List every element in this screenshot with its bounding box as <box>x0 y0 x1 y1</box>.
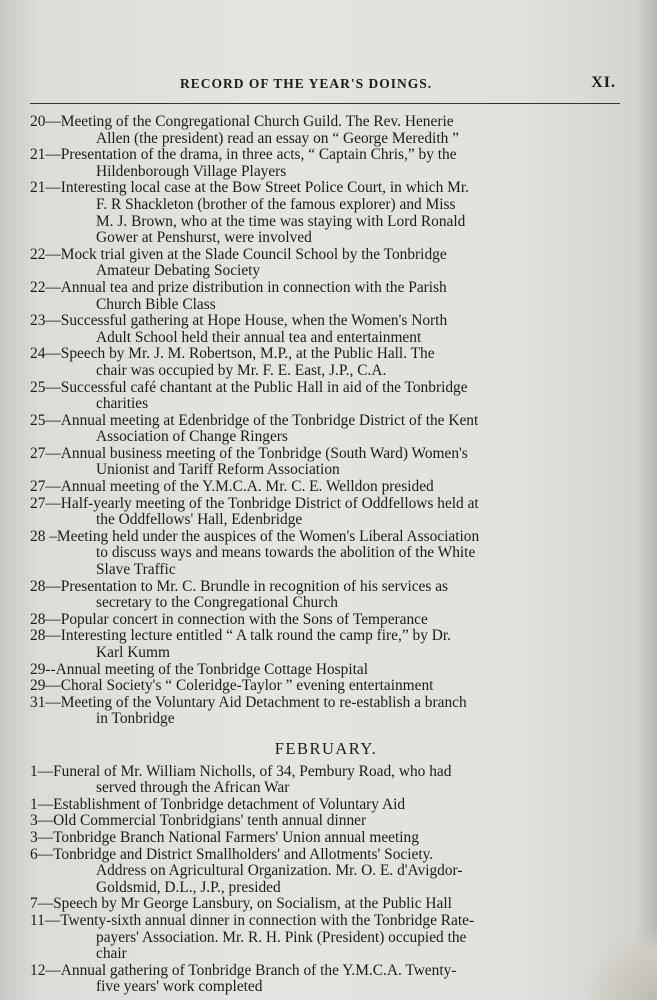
entry-first-line: 21—Presentation of the drama, in three acts, “ Captain Chris,” by the <box>30 146 457 164</box>
entry-first-line: 28—Popular concert in connection with the Sons of Temperance <box>30 610 428 628</box>
entry-first-line: 27—Annual meeting of the Y.M.C.A. Mr. C. E. Welldon presided <box>30 478 434 496</box>
entry-first-line: 31—Meeting of the Voluntary Aid Detachment to re-establish a branch <box>30 693 467 711</box>
record-entry <box>30 413 622 446</box>
entry-continuation-line: chair was occupied by Mr. F. E. East, J.P., C.A. <box>96 361 387 379</box>
entry-first-line: 20—Meeting of the Congregational Church Guild. The Rev. Henerie <box>30 113 454 130</box>
entry-first-line: 27—Half-yearly meeting of the Tonbridge District of Oddfellows held at <box>30 494 479 512</box>
entry-continuation-line: Adult School held their annual tea and entertainment <box>96 328 422 346</box>
record-entry <box>30 662 622 679</box>
entry-first-line: 25—Annual meeting at Edenbridge of the Tonbridge District of the Kent <box>30 411 479 429</box>
record-entry <box>30 529 622 579</box>
record-entry <box>30 612 622 629</box>
record-entry <box>30 147 622 180</box>
record-entry <box>30 180 622 246</box>
record-entry <box>30 114 622 147</box>
entry-continuation-line: secretary to the Congregational Church <box>96 594 338 612</box>
record-entry <box>30 847 622 897</box>
entry-continuation-line: Karl Kumm <box>96 644 170 661</box>
entry-first-line: 28 –Meeting held under the auspices of the Women's Liberal Association <box>30 527 480 545</box>
record-entry <box>30 830 622 847</box>
entry-continuation-line: the Oddfellows' Hall, Edenbridge <box>96 511 303 529</box>
entry-first-line: 11—Twenty-sixth annual dinner in connection with the Tonbridge Rate- <box>30 911 475 929</box>
record-entry <box>30 963 622 996</box>
record-entry <box>30 313 622 346</box>
entry-first-line: 23—Successful gathering at Hope House, when the Women's North <box>30 312 448 330</box>
record-entry <box>30 247 622 280</box>
entry-first-line: 25—Successful café chantant at the Public Hall in aid of the Tonbridge <box>30 378 468 396</box>
entry-continuation-line: Gower at Penshurst, were involved <box>96 229 312 247</box>
record-entry <box>30 797 622 814</box>
record-entry <box>30 496 622 529</box>
record-entry <box>30 446 622 479</box>
record-entry <box>30 896 622 913</box>
record-entry <box>30 479 622 496</box>
entry-first-line: 22—Mock trial given at the Slade Council School by the Tonbridge <box>30 245 447 263</box>
record-entry <box>30 346 622 379</box>
entry-first-line: 29—Choral Society's “ Coleridge-Taylor ” evening entertainment <box>30 677 434 695</box>
february-entries <box>30 764 622 996</box>
record-body <box>30 114 622 996</box>
record-entry <box>30 764 622 797</box>
running-header <box>30 74 620 98</box>
record-entry <box>30 813 622 830</box>
page-number: XI. <box>591 74 616 91</box>
entry-first-line: 21—Interesting local case at the Bow Street Police Court, in which Mr. <box>30 179 469 197</box>
entry-continuation-line: M. J. Brown, who at the time was staying with Lord Ronald <box>96 212 466 230</box>
entry-continuation-line: Association of Change Ringers <box>96 428 288 446</box>
entry-first-line: 28—Interesting lecture entitled “ A talk round the camp fire,” by Dr. <box>30 627 451 645</box>
record-entry <box>30 913 622 963</box>
entry-first-line: 1—Establishment of Tonbridge detachment of Voluntary Aid <box>30 795 406 813</box>
entry-continuation-line: in Tonbridge <box>96 710 175 728</box>
entry-continuation-line: Hildenborough Village Players <box>96 162 287 180</box>
entry-continuation-line: charities <box>96 395 149 413</box>
entry-continuation-line: to discuss ways and means towards the abolition of the White <box>96 544 476 562</box>
entry-first-line: 3—Old Commercial Tonbridgians' tenth annual dinner <box>30 812 367 830</box>
entry-first-line: 27—Annual business meeting of the Tonbridge (South Ward) Women's <box>30 444 468 462</box>
entry-continuation-line: Goldsmid, D.L., J.P., presided <box>96 878 281 896</box>
entry-continuation-line: payers' Association. Mr. R. H. Pink (President) occupied the <box>96 928 467 946</box>
entry-continuation-line: served through the African War <box>96 779 290 797</box>
entry-first-line: 6—Tonbridge and District Smallholders' and Allotments' Society. <box>30 845 434 863</box>
month-heading-february: FEBRUARY. <box>274 738 378 758</box>
entry-continuation-line: Slave Traffic <box>96 561 176 579</box>
record-entry <box>30 579 622 612</box>
record-entry <box>30 628 622 661</box>
entry-first-line: 7—Speech by Mr George Lansbury, on Socialism, at the Public Hall <box>30 895 452 913</box>
entry-first-line: 22—Annual tea and prize distribution in connection with the Parish <box>30 278 447 296</box>
header-title: RECORD OF THE YEAR'S DOINGS. <box>180 76 433 91</box>
record-entry <box>30 280 622 313</box>
entry-continuation-line: five years' work completed <box>96 978 263 996</box>
january-entries <box>30 114 622 728</box>
entry-continuation-line: Allen (the president) read an essay on “ George Meredith ” <box>96 129 459 147</box>
entry-continuation-line: Address on Agricultural Organization. Mr. O. E. d'Avigdor- <box>96 862 463 880</box>
entry-continuation-line: F. R Shackleton (brother of the famous explorer) and Miss <box>96 195 456 213</box>
entry-continuation-line: Amateur Debating Society <box>96 262 261 280</box>
entry-first-line: 12—Annual gathering of Tonbridge Branch of the Y.M.C.A. Twenty- <box>30 961 457 979</box>
entry-first-line: 29--Annual meeting of the Tonbridge Cottage Hospital <box>30 660 369 678</box>
entry-continuation-line: Church Bible Class <box>96 295 216 313</box>
record-entry <box>30 678 622 695</box>
entry-first-line: 28—Presentation to Mr. C. Brundle in recognition of his services as <box>30 577 449 595</box>
entry-first-line: 3—Tonbridge Branch National Farmers' Union annual meeting <box>30 828 419 846</box>
header-rule <box>30 103 620 104</box>
entry-first-line: 1—Funeral of Mr. William Nicholls, of 34, Pembury Road, who had <box>30 762 452 780</box>
record-entry <box>30 695 622 728</box>
record-entry <box>30 380 622 413</box>
entry-continuation-line: chair <box>96 945 127 963</box>
entry-first-line: 24—Speech by Mr. J. M. Robertson, M.P., at the Public Hall. The <box>30 345 435 363</box>
entry-continuation-line: Unionist and Tariff Reform Association <box>96 461 340 479</box>
page-edge-shadow <box>635 0 657 1000</box>
